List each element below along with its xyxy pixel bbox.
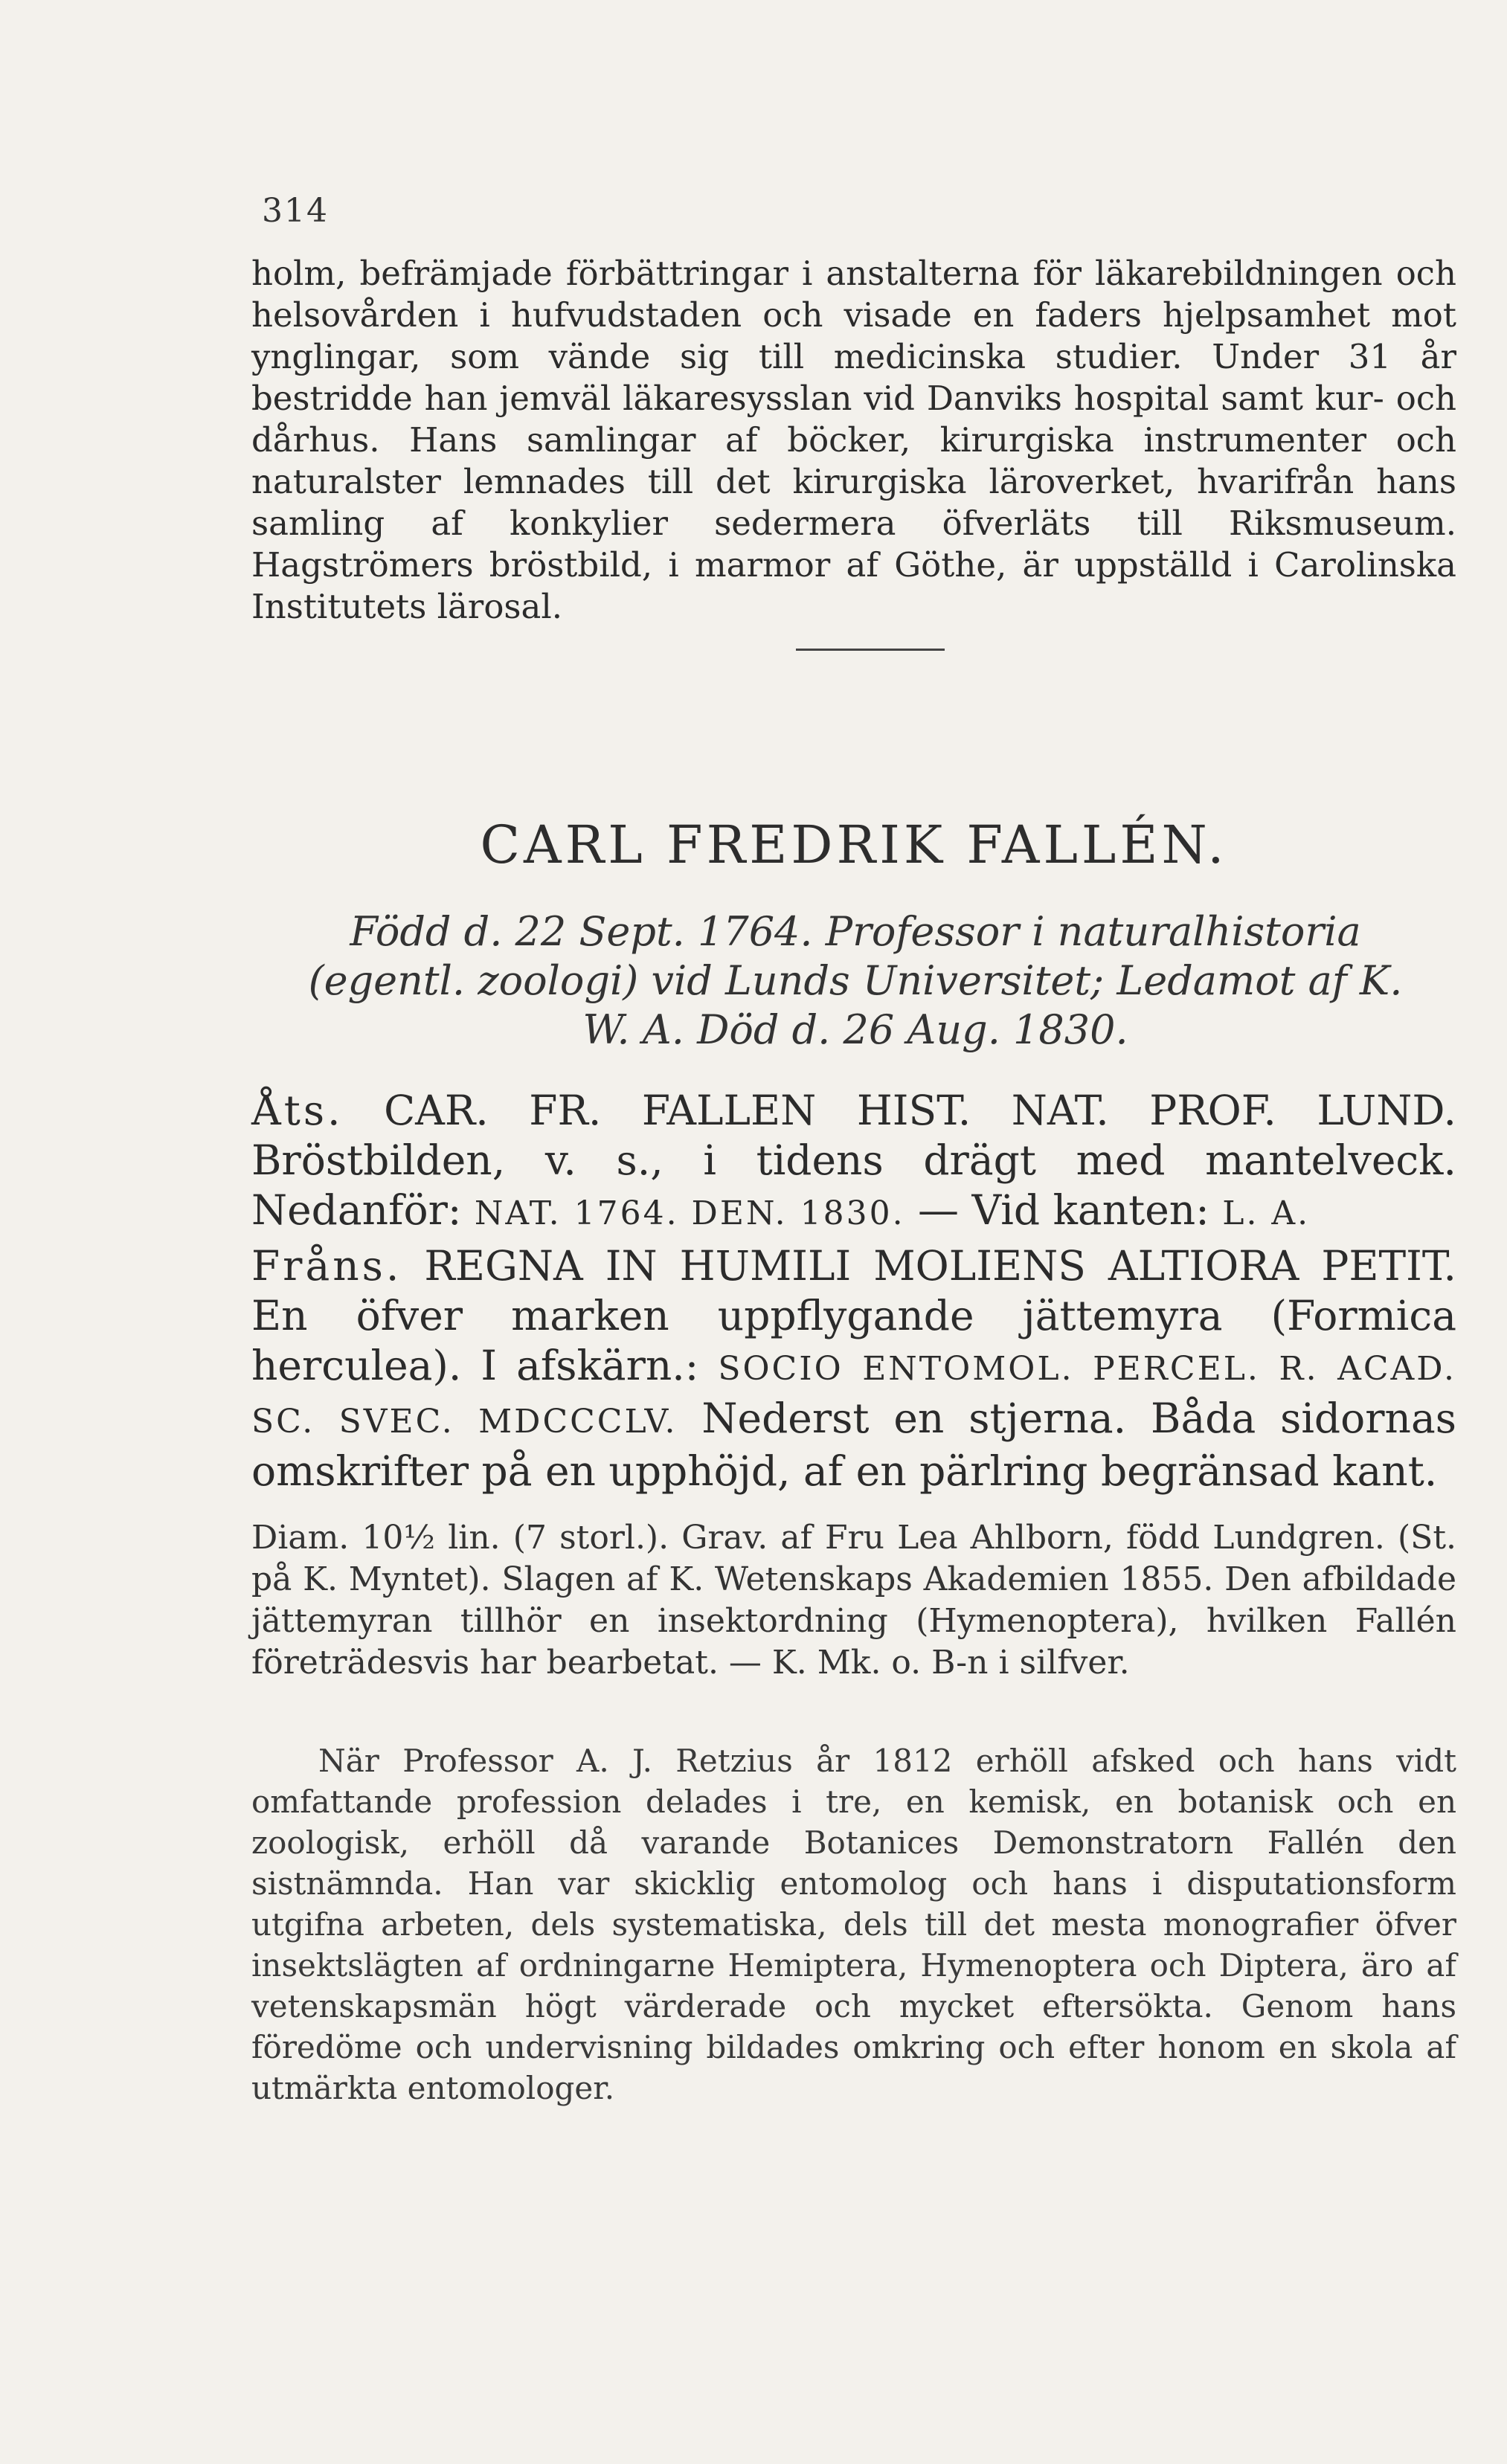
reverse-text: En öfver marken uppflygande jättemyra (Formica herculea). I afskärn.: [251,1292,1456,1389]
obverse-label: Åts. [251,1087,344,1134]
section-heading: CARL FREDRIK FALLÉN. [480,814,1228,875]
obverse-description: Åts. CAR. FR. FALLEN HIST. NAT. PROF. LUND. Bröstbilden, v. s., i tidens drägt med mantelveck. Nedanför: NAT. 1764. DEN. 1830. — Vid kanten: L. A. [251,1087,1456,1234]
reverse-description [251,1241,1456,1496]
intro-paragraph: holm, befrämjade förbättringar i anstalterna för läkarebildningen och helsovården i hufvudstaden och visade en faders hjelpsamhet mot ynglingar, som vände sig till medicinska studier. Under 31 år bestridde han jemväl läkaresysslan vid Danviks hospital samt kur- och dårhus. Hans samlingar af böcker, kirurgiska instrumenter och naturalster lemnades till det kirurgiska läroverket, hvarifrån hans samling af konkylier sedermera öfverläts till Riksmuseum. Hagströmers bröstbild, i marmor af Göthe, är uppställd i Carolinska Institutets lärosal. [251,254,1456,626]
obverse-edge-inscription: L. A. [1222,1194,1311,1232]
reverse-text-end: Nederst en stjerna. Båda sidornas omskrifter på en upphöjd, af en pärlring begränsad kant. [251,1395,1456,1495]
medal-details: Diam. 10½ lin. (7 storl.). Grav. af Fru Lea Ahlborn, född Lundgren. (St. på K. Myntet). Slagen af K. Wetenskaps Akademien 1855. Den afbildade jättemyran tillhör en insektordning (Hymenoptera), hvilken Fallén företrädesvis har bearbetat. — K. Mk. o. B-n i silfver. [251,1519,1456,1682]
reverse-label: Fråns. [251,1242,402,1290]
obverse-below-inscription: NAT. 1764. DEN. 1830. [474,1194,905,1232]
obverse-inscription: CAR. FR. FALLEN HIST. NAT. PROF. LUND. [384,1087,1456,1134]
reverse-inscription: REGNA IN HUMILI MOLIENS ALTIORA PETIT. [424,1242,1456,1290]
medal-description [251,1086,1456,1499]
obverse-text: Bröstbilden, v. s., i tidens drägt med mantelveck. Nedanför: [251,1136,1456,1234]
biography-paragraph: När Professor A. J. Retzius år 1812 erhöll afsked och hans vidt omfattande profession delades i tre, en kemisk, en botanisk och en zoologisk, erhöll då varande Botanices Demonstratorn Fallén den sistnämnda. Han var skicklig entomolog och hans i disputationsform utgifna arbeten, dels systematiska, dels till det mesta monografier öfver insektslägten af ordningarne Hemiptera, Hymenoptera och Diptera, äro af vetenskapsmän högt värderade och mycket eftersökta. Genom hans föredöme och undervisning bildades omkring och efter honom en skola af utmärkta entomologer. [251,1743,1456,2106]
obverse-edge-label: Vid kanten: [971,1186,1209,1234]
biographical-note: Född d. 22 Sept. 1764. Professor i naturalhistoria (egentl. zoologi) vid Lunds Universitet; Ledamot af K. W. A. Död d. 26 Aug. 1830. [308,908,1403,1053]
reverse-exergue: SOCIO ENTOMOL. PERCEL. R. ACAD. SC. SVEC. MDCCCLV. [251,1350,1456,1441]
page-number: 314 [262,192,329,230]
section-divider [796,649,945,651]
